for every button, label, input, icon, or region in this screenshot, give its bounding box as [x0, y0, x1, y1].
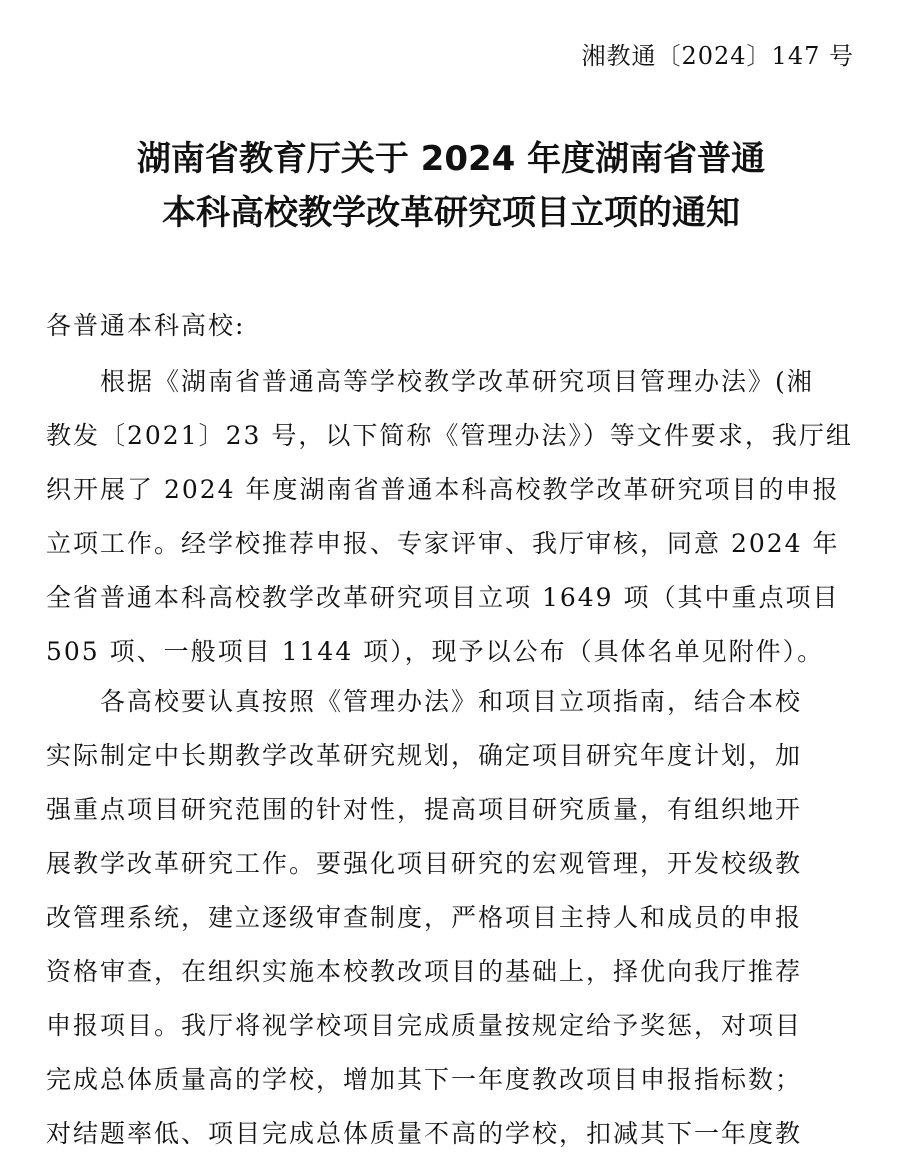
text-line: 对结题率低、项目完成总体质量不高的学校，扣减其下一年度教: [46, 1119, 803, 1148]
text-line: 织开展了 2024 年度湖南省普通本科高校教学改革研究项目的申报: [46, 475, 840, 504]
text-line: 505 项、一般项目 1144 项），现予以公布（具体名单见附件）。: [46, 637, 825, 666]
title-line: 本科高校教学改革研究项目立项的通知: [162, 193, 740, 233]
document-number: 湘教通〔2024〕147 号: [581, 42, 854, 70]
text-line: 展教学改革研究工作。要强化项目研究的宏观管理，开发校级教: [46, 849, 803, 878]
salutation: 各普通本科高校:: [46, 311, 246, 340]
text-line: 立项工作。经学校推荐申报、专家评审、我厅审核，同意 2024 年: [46, 529, 840, 558]
paragraph-1: [46, 355, 858, 679]
text-line: 申报项目。我厅将视学校项目完成质量按规定给予奖惩，对项目: [46, 1011, 803, 1040]
text-line: 教发〔2021〕23 号，以下简称《管理办法》）等文件要求，我厅组: [46, 421, 853, 450]
paragraph-2: [46, 675, 858, 1161]
text-line: 改管理系统，建立逐级审查制度，严格项目主持人和成员的申报: [46, 903, 803, 932]
text-line: 实际制定中长期教学改革研究规划，确定项目研究年度计划，加: [46, 741, 803, 770]
text-line: 全省普通本科高校教学改革研究项目立项 1649 项（其中重点项目: [46, 583, 840, 612]
text-line: 资格审查，在组织实施本校教改项目的基础上，择优向我厅推荐: [46, 957, 803, 986]
text-line: 各高校要认真按照《管理办法》和项目立项指南，结合本校: [100, 687, 803, 716]
text-line: 强重点项目研究范围的针对性，提高项目研究质量，有组织地开: [46, 795, 803, 824]
document-title: [0, 132, 902, 240]
title-line: 湖南省教育厅关于 2024 年度湖南省普通: [136, 139, 766, 179]
text-line: 根据《湖南省普通高等学校教学改革研究项目管理办法》(湘: [100, 367, 814, 396]
text-line: 完成总体质量高的学校，增加其下一年度教改项目申报指标数；: [46, 1065, 803, 1094]
